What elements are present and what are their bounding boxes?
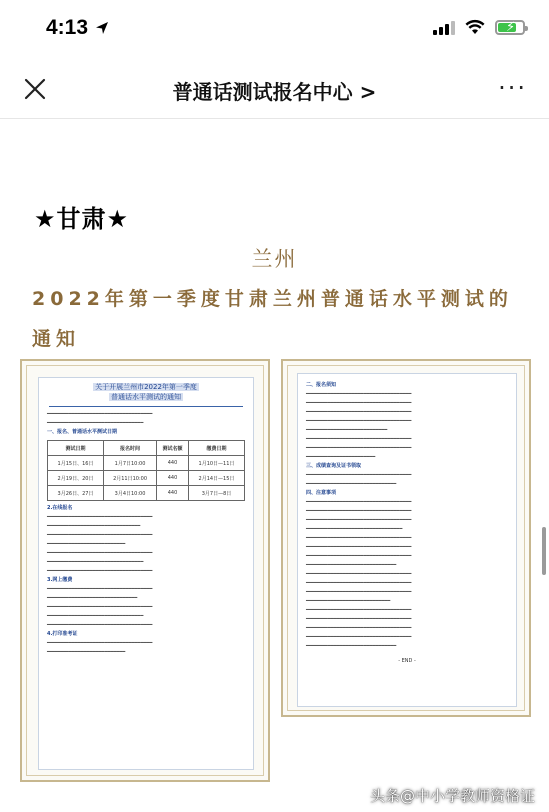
doc-footer: - END - xyxy=(398,658,416,664)
table-row xyxy=(48,471,245,486)
doc-paragraph: ━━━━━━━━━━━━━━━━━━━━━━━━━━━━━━━━ xyxy=(47,420,144,426)
doc-paragraph: ━━━━━━━━━━━━━━━━━━━━━━━━━━━━━━━━━━━ xyxy=(306,499,412,505)
doc-divider xyxy=(49,406,243,407)
doc-paragraph: ━━━━━━━━━━━━━━━━━━━━━━━━━━━━━━ xyxy=(306,643,397,649)
article-headline: 2022年第一季度甘肃兰州普通话水平测试的通知 xyxy=(32,288,513,350)
doc-paragraph: ━━━━━━━━━━━━━━━━━━━━━━━━━━━━━━━━━━━ xyxy=(47,532,153,538)
table-cell: 1月10日—11日 xyxy=(188,456,244,471)
table-cell: 2月19日、20日 xyxy=(48,471,104,486)
doc-paragraph: ━━━━━━━━━━━━━━━━━━━━━━━━━━━━━━━━━━━ xyxy=(306,553,412,559)
doc-paragraph: ━━━━━━━━━━━━━━━━━━━━━━━━━━━━━━━━━━━ xyxy=(47,640,153,646)
doc-paragraph: ━━━━━━━━━━━━━━━━━━━━━━━━━━━━━━━━━━━ xyxy=(306,571,412,577)
doc-paragraph: ━━━━━━━━━━━━━━━━━━━━━━━━━━━━━━━━ xyxy=(47,613,144,619)
doc-paragraph: ━━━━━━━━━━━━━━━━━━━━━━━━━━━━━━━━━━━ xyxy=(306,472,412,478)
table-row xyxy=(48,486,245,501)
doc-paragraph: ━━━━━━━━━━━━━━━━━━━━━━━━━━━━━━━━━━━ xyxy=(306,436,412,442)
status-time-group xyxy=(46,16,110,40)
doc-paragraph: ━━━━━━━━━━━━━━━━━━━━━━━━━━━━━━━━━━━ xyxy=(306,544,412,550)
doc-paragraph: ━━━━━━━━━━━━━━━━━━━━━━━━━━━━━━━━━━━ xyxy=(306,535,412,541)
document-image-frame-2[interactable] xyxy=(281,359,531,717)
doc-section-heading: 一、报名、普通话水平测试日期 xyxy=(47,429,118,435)
table-cell: 440 xyxy=(157,456,189,471)
document-page-1 xyxy=(38,377,254,770)
table-cell: 440 xyxy=(157,471,189,486)
doc-paragraph: ━━━━━━━━━━━━━━━━━━━━━━━━━━ xyxy=(47,649,126,655)
region-title: ★甘肃★ xyxy=(34,205,130,233)
table-header: 报名时间 xyxy=(104,441,157,456)
table-cell: 1月7日10:00 xyxy=(104,456,157,471)
doc-paragraph: ━━━━━━━━━━━━━━━━━━━━━━━━━━ xyxy=(47,541,126,547)
doc-paragraph: ━━━━━━━━━━━━━━━━━━━━━━━━━━━ xyxy=(306,427,388,433)
wifi-icon xyxy=(465,19,485,35)
doc-paragraph: ━━━━━━━━━━━━━━━━━━━━━━━━━━━━━━━━━━━ xyxy=(306,508,412,514)
doc-paragraph: ━━━━━━━━━━━━━━━━━━━━━━━━━━━━━━━━━━━ xyxy=(306,517,412,523)
doc-paragraph: ━━━━━━━━━━━━━━━━━━━━━━━━━━━━━━━━ xyxy=(306,526,403,532)
nav-title: 普通话测试报名中心 xyxy=(172,80,353,104)
doc-paragraph: ━━━━━━━━━━━━━━━━━━━━━━━━━━━━━━━━━━━ xyxy=(306,391,412,397)
doc-paragraph: ━━━━━━━━━━━━━━━━━━━━━━━━━━━━━━━━━━━ xyxy=(47,514,153,520)
table-header: 测试日期 xyxy=(48,441,104,456)
vertical-scrollbar[interactable] xyxy=(542,527,546,575)
doc-paragraph: ━━━━━━━━━━━━━━━━━━━━━━━━━━━━━━━━━━━ xyxy=(306,589,412,595)
doc-paragraph: ━━━━━━━━━━━━━━━━━━━━━━━━━━━━━━ xyxy=(47,595,138,601)
doc-paragraph: ━━━━━━━━━━━━━━━━━━━━━━━━━━━━━━━━━━━ xyxy=(306,445,412,451)
document-image-frame-1[interactable] xyxy=(20,359,270,782)
table-cell: 3月26日、27日 xyxy=(48,486,104,501)
table-row xyxy=(48,456,245,471)
doc-paragraph: ━━━━━━━━━━━━━━━━━━━━━━━━━━━━━━━━━━━ xyxy=(306,580,412,586)
doc-paragraph: ━━━━━━━━━━━━━━━━━━━━━━━━━━━━━━━━━━━ xyxy=(306,616,412,622)
doc-paragraph: ━━━━━━━━━━━━━━━━━━━━━━━━━━━━━━━━━━━ xyxy=(306,634,412,640)
doc-paragraph: ━━━━━━━━━━━━━━━━━━━━━━━━━━━━━━━━━━━ xyxy=(306,418,412,424)
table-header: 测试名额 xyxy=(157,441,189,456)
city-subtitle: 兰州 xyxy=(251,247,298,271)
doc-paragraph: ━━━━━━━━━━━━━━━━━━━━━━━━━━━━━━━━━━━ xyxy=(306,400,412,406)
doc-paragraph: ━━━━━━━━━━━━━━━━━━━━━━━━━━━━━━━━━━━ xyxy=(306,607,412,613)
table-cell: 1月15日、16日 xyxy=(48,456,104,471)
table-header: 缴费日期 xyxy=(188,441,244,456)
doc-section-heading: 四、注意事项 xyxy=(306,490,337,496)
nav-bar xyxy=(0,62,549,119)
doc-paragraph: ━━━━━━━━━━━━━━━━━━━━━━━━━━━━━━━━━━━ xyxy=(47,604,153,610)
schedule-table xyxy=(47,440,245,501)
cellular-signal-icon xyxy=(433,19,455,35)
doc-section-heading: 2.在线报名 xyxy=(47,505,73,511)
doc-section-heading: 4.打印准考证 xyxy=(47,631,78,637)
table-cell: 3月7日—8日 xyxy=(188,486,244,501)
doc-paragraph: ━━━━━━━━━━━━━━━━━━━━━━━━━━━━ xyxy=(306,598,391,604)
doc-paragraph: ━━━━━━━━━━━━━━━━━━━━━━━━━━━━━━━ xyxy=(47,523,141,529)
status-icons xyxy=(433,19,525,35)
doc-paragraph: ━━━━━━━━━━━━━━━━━━━━━━━━━━━━━━━━━━━ xyxy=(47,411,153,417)
document-page-2 xyxy=(297,373,517,707)
location-arrow-icon xyxy=(94,20,110,36)
table-cell: 2月11日10:00 xyxy=(104,471,157,486)
doc-section-heading: 3.网上缴费 xyxy=(47,577,73,583)
status-time: 4:13 xyxy=(46,16,89,39)
nav-title-link[interactable] xyxy=(0,76,549,105)
doc-section-heading: 二、报名须知 xyxy=(306,382,337,388)
status-bar xyxy=(0,0,549,62)
doc-paragraph: ━━━━━━━━━━━━━━━━━━━━━━━━━━━━━━ xyxy=(306,562,397,568)
table-cell: 440 xyxy=(157,486,189,501)
doc-paragraph: ━━━━━━━━━━━━━━━━━━━━━━━━━━━━━━━━━━━ xyxy=(306,409,412,415)
table-cell: 2月14日—15日 xyxy=(188,471,244,486)
battery-icon: ⚡ xyxy=(495,20,525,35)
article-content xyxy=(0,119,549,812)
doc-paragraph: ━━━━━━━━━━━━━━━━━━━━━━━ xyxy=(306,454,376,460)
doc-section-heading: 三、成绩查询及证书领取 xyxy=(306,463,362,469)
watermark-text: 头条@中小学教师资格证 xyxy=(369,787,535,805)
chevron-right-icon: > xyxy=(359,80,377,104)
doc-paragraph: ━━━━━━━━━━━━━━━━━━━━━━━━━━━━━━━━━━━ xyxy=(47,622,153,628)
doc-paragraph: ━━━━━━━━━━━━━━━━━━━━━━━━━━━━━━━━━━━ xyxy=(47,586,153,592)
doc-paragraph: ━━━━━━━━━━━━━━━━━━━━━━━━━━━━━━━━━━━ xyxy=(47,568,153,574)
doc-paragraph: ━━━━━━━━━━━━━━━━━━━━━━━━━━━━━━━━ xyxy=(47,559,144,565)
doc-paragraph: ━━━━━━━━━━━━━━━━━━━━━━━━━━━━━━ xyxy=(306,481,397,487)
more-options-icon[interactable]: ··· xyxy=(498,74,527,102)
table-cell: 3月4日10:00 xyxy=(104,486,157,501)
doc-paragraph: ━━━━━━━━━━━━━━━━━━━━━━━━━━━━━━━━━━━ xyxy=(306,625,412,631)
doc-title: 关于开展兰州市2022年第一季度 普通话水平测试的通知 xyxy=(95,383,197,401)
doc-paragraph: ━━━━━━━━━━━━━━━━━━━━━━━━━━━━━━━━━━━ xyxy=(47,550,153,556)
